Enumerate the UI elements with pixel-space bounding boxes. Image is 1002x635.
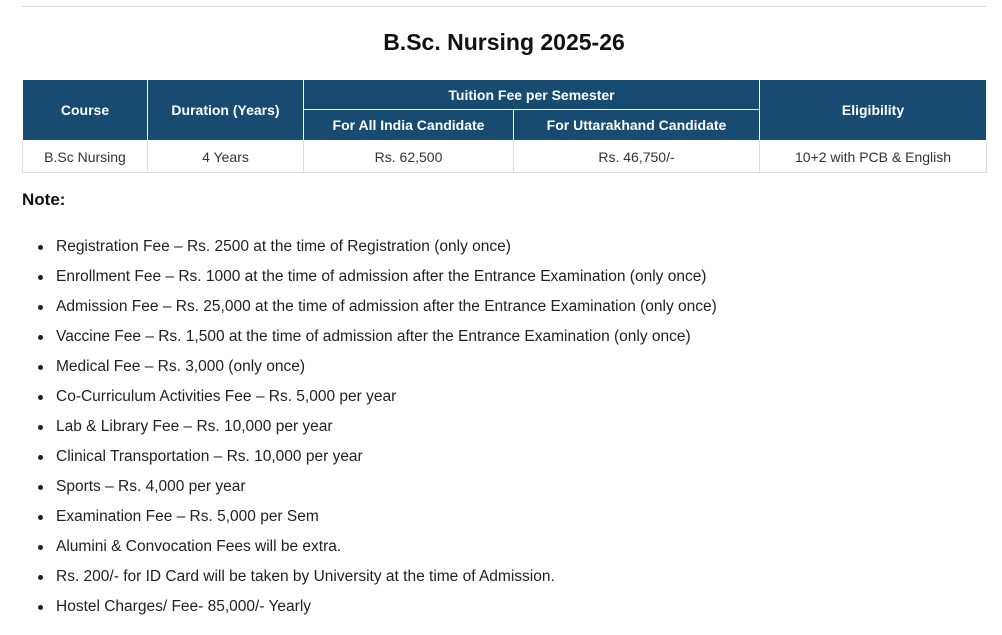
list-item — [56, 442, 956, 472]
bullet-icon — [38, 275, 43, 280]
bullet-icon — [38, 485, 43, 490]
bullet-icon — [38, 455, 43, 460]
note-text: Lab & Library Fee – Rs. 10,000 per year — [56, 418, 333, 435]
bullet-icon — [38, 515, 43, 520]
cell-all-india-fee: Rs. 62,500 — [304, 141, 514, 173]
bullet-icon — [38, 245, 43, 250]
bullet-icon — [38, 605, 43, 610]
list-item — [56, 562, 956, 592]
cell-uttarakhand-fee: Rs. 46,750/- — [514, 141, 760, 173]
list-item — [56, 232, 956, 262]
fee-table — [22, 79, 987, 173]
list-item — [56, 292, 956, 322]
header-tuition-fee: Tuition Fee per Semester — [304, 80, 760, 110]
note-text: Alumini & Convocation Fees will be extra. — [56, 538, 342, 555]
bullet-icon — [38, 395, 43, 400]
list-item — [56, 472, 956, 502]
list-item — [56, 502, 956, 532]
bullet-icon — [38, 545, 43, 550]
header-duration: Duration (Years) — [148, 80, 304, 141]
note-text: Sports – Rs. 4,000 per year — [56, 478, 246, 495]
note-text: Examination Fee – Rs. 5,000 per Sem — [56, 508, 319, 525]
table-row — [23, 141, 987, 173]
note-text: Vaccine Fee – Rs. 1,500 at the time of admission after the Entrance Examination (only once) — [56, 328, 691, 345]
note-text: Hostel Charges/ Fee- 85,000/- Yearly — [56, 598, 312, 615]
note-text: Registration Fee – Rs. 2500 at the time of Registration (only once) — [56, 238, 511, 255]
bullet-icon — [38, 365, 43, 370]
note-text: Admission Fee – Rs. 25,000 at the time of admission after the Entrance Examination (only once) — [56, 298, 717, 315]
list-item — [56, 592, 956, 622]
note-text: Enrollment Fee – Rs. 1000 at the time of admission after the Entrance Examination (only once) — [56, 268, 707, 285]
list-item — [56, 412, 956, 442]
list-item — [56, 532, 956, 562]
header-uttarakhand: For Uttarakhand Candidate — [514, 110, 760, 141]
list-item — [56, 262, 956, 292]
note-list — [22, 232, 956, 622]
note-text: Co-Curriculum Activities Fee – Rs. 5,000 per year — [56, 388, 397, 405]
cell-eligibility: 10+2 with PCB & English — [760, 141, 987, 173]
bullet-icon — [38, 335, 43, 340]
top-divider — [22, 6, 986, 7]
list-item — [56, 352, 956, 382]
bullet-icon — [38, 305, 43, 310]
cell-course: B.Sc Nursing — [23, 141, 148, 173]
note-text: Medical Fee – Rs. 3,000 (only once) — [56, 358, 305, 375]
note-heading: Note: — [22, 190, 66, 209]
note-text: Clinical Transportation – Rs. 10,000 per year — [56, 448, 363, 465]
header-eligibility: Eligibility — [760, 80, 987, 141]
note-text: Rs. 200/- for ID Card will be taken by University at the time of Admission. — [56, 568, 555, 585]
cell-duration: 4 Years — [148, 141, 304, 173]
list-item — [56, 382, 956, 412]
bullet-icon — [38, 575, 43, 580]
header-all-india: For All India Candidate — [304, 110, 514, 141]
list-item — [56, 322, 956, 352]
page-title: B.Sc. Nursing 2025-26 — [383, 29, 625, 55]
bullet-icon — [38, 425, 43, 430]
header-course: Course — [23, 80, 148, 141]
